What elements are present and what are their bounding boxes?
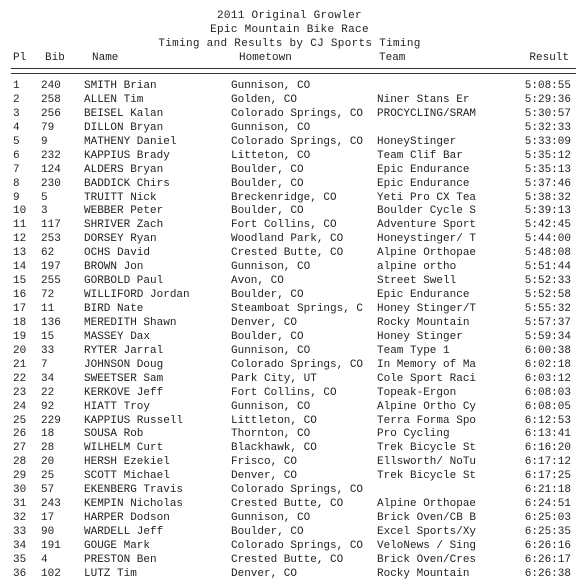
cell-rider-name: GORBOLD Paul (84, 275, 164, 288)
cell-hometown: Avon, CO (231, 275, 284, 288)
cell-hometown: Boulder, CO (231, 330, 304, 343)
cell-place: 33 (13, 526, 27, 538)
table-row (0, 317, 579, 331)
cell-team: Epic Endurance (377, 177, 470, 190)
cell-team: VeloNews / Sing (377, 539, 477, 552)
cell-rider-name: SMITH Brian (84, 80, 157, 92)
cell-bib: 258 (41, 93, 61, 106)
cell-hometown: Boulder, CO (231, 526, 304, 538)
cell-rider-name: WILHELM Curt (84, 442, 164, 455)
cell-bib: 253 (41, 233, 61, 246)
cell-hometown: Steamboat Springs, C (231, 303, 364, 315)
cell-bib: 11 (41, 303, 55, 315)
cell-result-time: 5:35:12 (524, 149, 571, 162)
cell-place: 25 (13, 414, 27, 427)
cell-team: Trek Bicycle St (377, 442, 477, 455)
cell-hometown: Fort Collins, CO (231, 219, 337, 232)
event-subtitle: Epic Mountain Bike Race (210, 24, 369, 36)
cell-bib: 15 (41, 330, 55, 343)
cell-team: Rocky Mountain (377, 567, 470, 580)
cell-bib: 5 (41, 191, 48, 204)
cell-bib: 90 (41, 526, 55, 538)
cell-hometown: Gunnison, CO (231, 80, 311, 92)
table-row (0, 247, 579, 261)
cell-hometown: Gunnison, CO (231, 344, 311, 357)
cell-hometown: Gunnison, CO (231, 121, 311, 134)
cell-team: Excel Sports/Xy (377, 526, 477, 538)
cell-team: PROCYCLING/SRAM (377, 107, 477, 120)
table-row (0, 136, 579, 150)
cell-result-time: 5:52:33 (524, 275, 571, 288)
cell-rider-name: PRESTON Ben (84, 553, 157, 566)
table-row (0, 192, 579, 206)
cell-bib: 7 (41, 358, 48, 371)
cell-rider-name: BIRD Nate (84, 303, 144, 315)
cell-hometown: Litteton, CO (231, 149, 311, 162)
cell-rider-name: MASSEY Dax (84, 330, 151, 343)
cell-rider-name: JOHNSON Doug (84, 358, 164, 371)
cell-bib: 243 (41, 498, 61, 511)
cell-hometown: Colorado Springs, CO (231, 107, 364, 120)
cell-rider-name: GOUGE Mark (84, 539, 151, 552)
cell-result-time: 6:17:25 (524, 470, 571, 483)
cell-rider-name: EKENBERG Travis (84, 484, 184, 497)
cell-rider-name: BEISEL Kalan (84, 107, 164, 120)
cell-team: Epic Endurance (377, 289, 470, 302)
cell-team: Brick Oven/Cres (377, 553, 477, 566)
cell-place: 35 (13, 553, 27, 566)
table-row (0, 80, 579, 94)
cell-hometown: Denver, CO (231, 316, 298, 329)
cell-place: 20 (13, 344, 27, 357)
table-row (0, 164, 579, 178)
cell-team: Yeti Pro CX Tea (377, 191, 477, 204)
cell-place: 5 (13, 135, 20, 148)
cell-bib: 255 (41, 275, 61, 288)
cell-place: 10 (13, 205, 27, 218)
cell-rider-name: HERSH Ezekiel (84, 456, 170, 469)
table-row (0, 526, 579, 540)
table-row (0, 554, 579, 568)
cell-bib: 9 (41, 135, 48, 148)
cell-result-time: 6:21:18 (524, 484, 571, 497)
cell-rider-name: ALLEN Tim (84, 93, 144, 106)
cell-result-time: 5:37:46 (524, 177, 571, 190)
cell-rider-name: HARPER Dodson (84, 512, 170, 525)
cell-place: 23 (13, 386, 27, 399)
cell-team: Ellsworth/ NoTu (377, 456, 477, 469)
cell-place: 31 (13, 498, 27, 511)
cell-bib: 191 (41, 539, 61, 552)
cell-team: Topeak-Ergon (377, 386, 457, 399)
cell-place: 12 (13, 233, 27, 246)
cell-place: 34 (13, 539, 27, 552)
table-row (0, 512, 579, 526)
cell-rider-name: MEREDITH Shawn (84, 316, 177, 329)
table-row (0, 150, 579, 164)
cell-team: Rocky Mountain (377, 316, 470, 329)
cell-team: Honeystinger/ T (377, 233, 477, 246)
cell-place: 3 (13, 107, 20, 120)
table-row (0, 275, 579, 289)
table-row (0, 470, 579, 484)
table-row (0, 456, 579, 470)
cell-hometown: Fort Collins, CO (231, 386, 337, 399)
cell-bib: 240 (41, 80, 61, 92)
cell-hometown: Woodland Park, CO (231, 233, 344, 246)
cell-rider-name: BADDICK Chirs (84, 177, 170, 190)
header-result: Result (529, 52, 569, 64)
cell-bib: 3 (41, 205, 48, 218)
cell-place: 16 (13, 289, 27, 302)
table-row (0, 568, 579, 582)
cell-place: 8 (13, 177, 20, 190)
cell-rider-name: OCHS David (84, 247, 151, 260)
cell-bib: 33 (41, 344, 55, 357)
cell-hometown: Boulder, CO (231, 163, 304, 176)
cell-rider-name: HIATT Troy (84, 400, 151, 413)
cell-hometown: Boulder, CO (231, 205, 304, 218)
cell-result-time: 5:52:58 (524, 289, 571, 302)
table-row (0, 442, 579, 456)
table-row (0, 261, 579, 275)
column-header-row (0, 51, 579, 65)
cell-result-time: 5:38:32 (524, 191, 571, 204)
table-row (0, 205, 579, 219)
cell-hometown: Crested Butte, CO (231, 498, 344, 511)
cell-rider-name: WEBBER Peter (84, 205, 164, 218)
cell-result-time: 5:39:13 (524, 205, 571, 218)
cell-bib: 25 (41, 470, 55, 483)
cell-team: Brick Oven/CB B (377, 512, 477, 525)
cell-place: 2 (13, 93, 20, 106)
table-row (0, 94, 579, 108)
cell-bib: 229 (41, 414, 61, 427)
cell-hometown: Thornton, CO (231, 428, 311, 441)
table-row (0, 233, 579, 247)
cell-result-time: 6:24:51 (524, 498, 571, 511)
cell-bib: 79 (41, 121, 55, 134)
cell-result-time: 6:16:20 (524, 442, 571, 455)
header-hometown: Hometown (239, 52, 292, 64)
cell-result-time: 6:13:41 (524, 428, 571, 441)
cell-rider-name: DORSEY Ryan (84, 233, 157, 246)
cell-place: 15 (13, 275, 27, 288)
cell-result-time: 5:44:00 (524, 233, 571, 246)
table-row (0, 540, 579, 554)
cell-result-time: 5:42:45 (524, 219, 571, 232)
table-row (0, 219, 579, 233)
table-row (0, 331, 579, 345)
timing-credit: Timing and Results by CJ Sports Timing (158, 38, 421, 50)
cell-hometown: Colorado Springs, CO (231, 135, 364, 148)
cell-place: 6 (13, 149, 20, 162)
cell-place: 21 (13, 358, 27, 371)
cell-hometown: Gunnison, CO (231, 261, 311, 274)
cell-result-time: 6:08:03 (524, 386, 571, 399)
cell-result-time: 5:59:34 (524, 330, 571, 343)
table-row (0, 498, 579, 512)
cell-team: Team Clif Bar (377, 149, 463, 162)
cell-team: HoneyStinger (377, 135, 457, 148)
cell-rider-name: SWEETSER Sam (84, 372, 164, 385)
cell-place: 27 (13, 442, 27, 455)
cell-hometown: Boulder, CO (231, 177, 304, 190)
cell-place: 14 (13, 261, 27, 274)
header-divider (11, 68, 576, 74)
cell-place: 29 (13, 470, 27, 483)
cell-team: Pro Cycling (377, 428, 450, 441)
cell-rider-name: KEMPIN Nicholas (84, 498, 184, 511)
cell-bib: 197 (41, 261, 61, 274)
cell-team: Team Type 1 (377, 344, 450, 357)
cell-hometown: Crested Butte, CO (231, 553, 344, 566)
cell-result-time: 6:25:03 (524, 512, 571, 525)
table-row (0, 178, 579, 192)
cell-rider-name: SHRIVER Zach (84, 219, 164, 232)
cell-result-time: 6:08:05 (524, 400, 571, 413)
cell-place: 32 (13, 512, 27, 525)
cell-hometown: Denver, CO (231, 567, 298, 580)
cell-result-time: 5:30:57 (524, 107, 571, 120)
cell-rider-name: MATHENY Daniel (84, 135, 177, 148)
cell-result-time: 6:25:35 (524, 526, 571, 538)
cell-team: Niner Stans Er (377, 93, 470, 106)
table-row (0, 428, 579, 442)
cell-place: 30 (13, 484, 27, 497)
cell-rider-name: KAPPIUS Brady (84, 149, 170, 162)
cell-team: Alpine Orthopae (377, 247, 477, 260)
cell-bib: 92 (41, 400, 55, 413)
table-row (0, 401, 579, 415)
cell-place: 22 (13, 372, 27, 385)
cell-place: 26 (13, 428, 27, 441)
results-table (0, 80, 579, 582)
cell-bib: 256 (41, 107, 61, 120)
cell-place: 7 (13, 163, 20, 176)
cell-place: 4 (13, 121, 20, 134)
cell-result-time: 6:03:12 (524, 372, 571, 385)
cell-bib: 4 (41, 553, 48, 566)
cell-result-time: 6:02:18 (524, 358, 571, 371)
header-name: Name (92, 52, 119, 64)
cell-result-time: 6:26:17 (524, 553, 571, 566)
cell-hometown: Blackhawk, CO (231, 442, 317, 455)
table-row (0, 359, 579, 373)
cell-result-time: 6:26:38 (524, 567, 571, 580)
cell-hometown: Golden, CO (231, 93, 298, 106)
cell-place: 1 (13, 80, 20, 92)
cell-team: Epic Endurance (377, 163, 470, 176)
cell-rider-name: SOUSA Rob (84, 428, 144, 441)
cell-rider-name: WILLIFORD Jordan (84, 289, 190, 302)
cell-hometown: Park City, UT (231, 372, 317, 385)
results-title-block (0, 9, 579, 51)
cell-team: Honey Stinger/T (377, 303, 477, 315)
cell-bib: 57 (41, 484, 55, 497)
cell-result-time: 5:55:32 (524, 303, 571, 315)
cell-rider-name: KERKOVE Jeff (84, 386, 164, 399)
cell-team: Terra Forma Spo (377, 414, 477, 427)
cell-hometown: Colorado Springs, CO (231, 539, 364, 552)
cell-result-time: 5:48:08 (524, 247, 571, 260)
table-row (0, 484, 579, 498)
cell-rider-name: SCOTT Michael (84, 470, 170, 483)
cell-bib: 28 (41, 442, 55, 455)
cell-team: Alpine Orthopae (377, 498, 477, 511)
table-row (0, 122, 579, 136)
cell-rider-name: LUTZ Tim (84, 567, 137, 580)
cell-team: Street Swell (377, 275, 457, 288)
cell-hometown: Gunnison, CO (231, 512, 311, 525)
cell-hometown: Littleton, CO (231, 414, 317, 427)
cell-bib: 20 (41, 456, 55, 469)
cell-result-time: 5:33:09 (524, 135, 571, 148)
cell-place: 36 (13, 567, 27, 580)
cell-result-time: 6:26:16 (524, 539, 571, 552)
header-team: Team (379, 52, 406, 64)
cell-result-time: 5:35:13 (524, 163, 571, 176)
cell-place: 18 (13, 316, 27, 329)
cell-place: 11 (13, 219, 27, 232)
cell-place: 17 (13, 303, 27, 315)
cell-hometown: Denver, CO (231, 470, 298, 483)
cell-result-time: 5:51:44 (524, 261, 571, 274)
table-row (0, 108, 579, 122)
table-row (0, 345, 579, 359)
cell-bib: 117 (41, 219, 61, 232)
header-bib: Bib (45, 52, 65, 64)
event-title: 2011 Original Growler (217, 10, 362, 22)
cell-hometown: Breckenridge, CO (231, 191, 337, 204)
cell-hometown: Crested Butte, CO (231, 247, 344, 260)
cell-rider-name: ALDERS Bryan (84, 163, 164, 176)
table-row (0, 415, 579, 429)
cell-rider-name: KAPPIUS Russell (84, 414, 184, 427)
table-row (0, 303, 579, 317)
cell-result-time: 6:12:53 (524, 414, 571, 427)
cell-bib: 34 (41, 372, 55, 385)
cell-result-time: 5:57:37 (524, 316, 571, 329)
cell-bib: 136 (41, 316, 61, 329)
cell-rider-name: BROWN Jon (84, 261, 144, 274)
cell-result-time: 5:32:33 (524, 121, 571, 134)
cell-hometown: Gunnison, CO (231, 400, 311, 413)
table-row (0, 373, 579, 387)
cell-bib: 22 (41, 386, 55, 399)
cell-result-time: 5:29:36 (524, 93, 571, 106)
cell-team: Trek Bicycle St (377, 470, 477, 483)
cell-rider-name: DILLON Bryan (84, 121, 164, 134)
cell-hometown: Colorado Springs, CO (231, 484, 364, 497)
cell-result-time: 5:08:55 (524, 80, 571, 92)
cell-rider-name: TRUITT Nick (84, 191, 157, 204)
cell-team: Cole Sport Raci (377, 372, 477, 385)
table-row (0, 387, 579, 401)
cell-bib: 124 (41, 163, 61, 176)
cell-bib: 62 (41, 247, 55, 260)
cell-team: Alpine Ortho Cy (377, 400, 477, 413)
cell-hometown: Frisco, CO (231, 456, 298, 469)
cell-result-time: 6:00:38 (524, 344, 571, 357)
cell-result-time: 6:17:12 (524, 456, 571, 469)
cell-hometown: Colorado Springs, CO (231, 358, 364, 371)
cell-team: Adventure Sport (377, 219, 477, 232)
cell-place: 13 (13, 247, 27, 260)
cell-team: Boulder Cycle S (377, 205, 477, 218)
cell-bib: 72 (41, 289, 55, 302)
cell-rider-name: WARDELL Jeff (84, 526, 164, 538)
cell-place: 24 (13, 400, 27, 413)
cell-place: 9 (13, 191, 20, 204)
cell-team: Honey Stinger (377, 330, 463, 343)
cell-bib: 102 (41, 567, 61, 580)
cell-bib: 18 (41, 428, 55, 441)
table-row (0, 289, 579, 303)
cell-bib: 230 (41, 177, 61, 190)
cell-bib: 232 (41, 149, 61, 162)
header-place: Pl (13, 52, 27, 64)
cell-rider-name: RYTER Jarral (84, 344, 164, 357)
cell-bib: 17 (41, 512, 55, 525)
cell-team: alpine ortho (377, 261, 457, 274)
cell-team: In Memory of Ma (377, 358, 477, 371)
cell-place: 19 (13, 330, 27, 343)
cell-place: 28 (13, 456, 27, 469)
cell-hometown: Boulder, CO (231, 289, 304, 302)
